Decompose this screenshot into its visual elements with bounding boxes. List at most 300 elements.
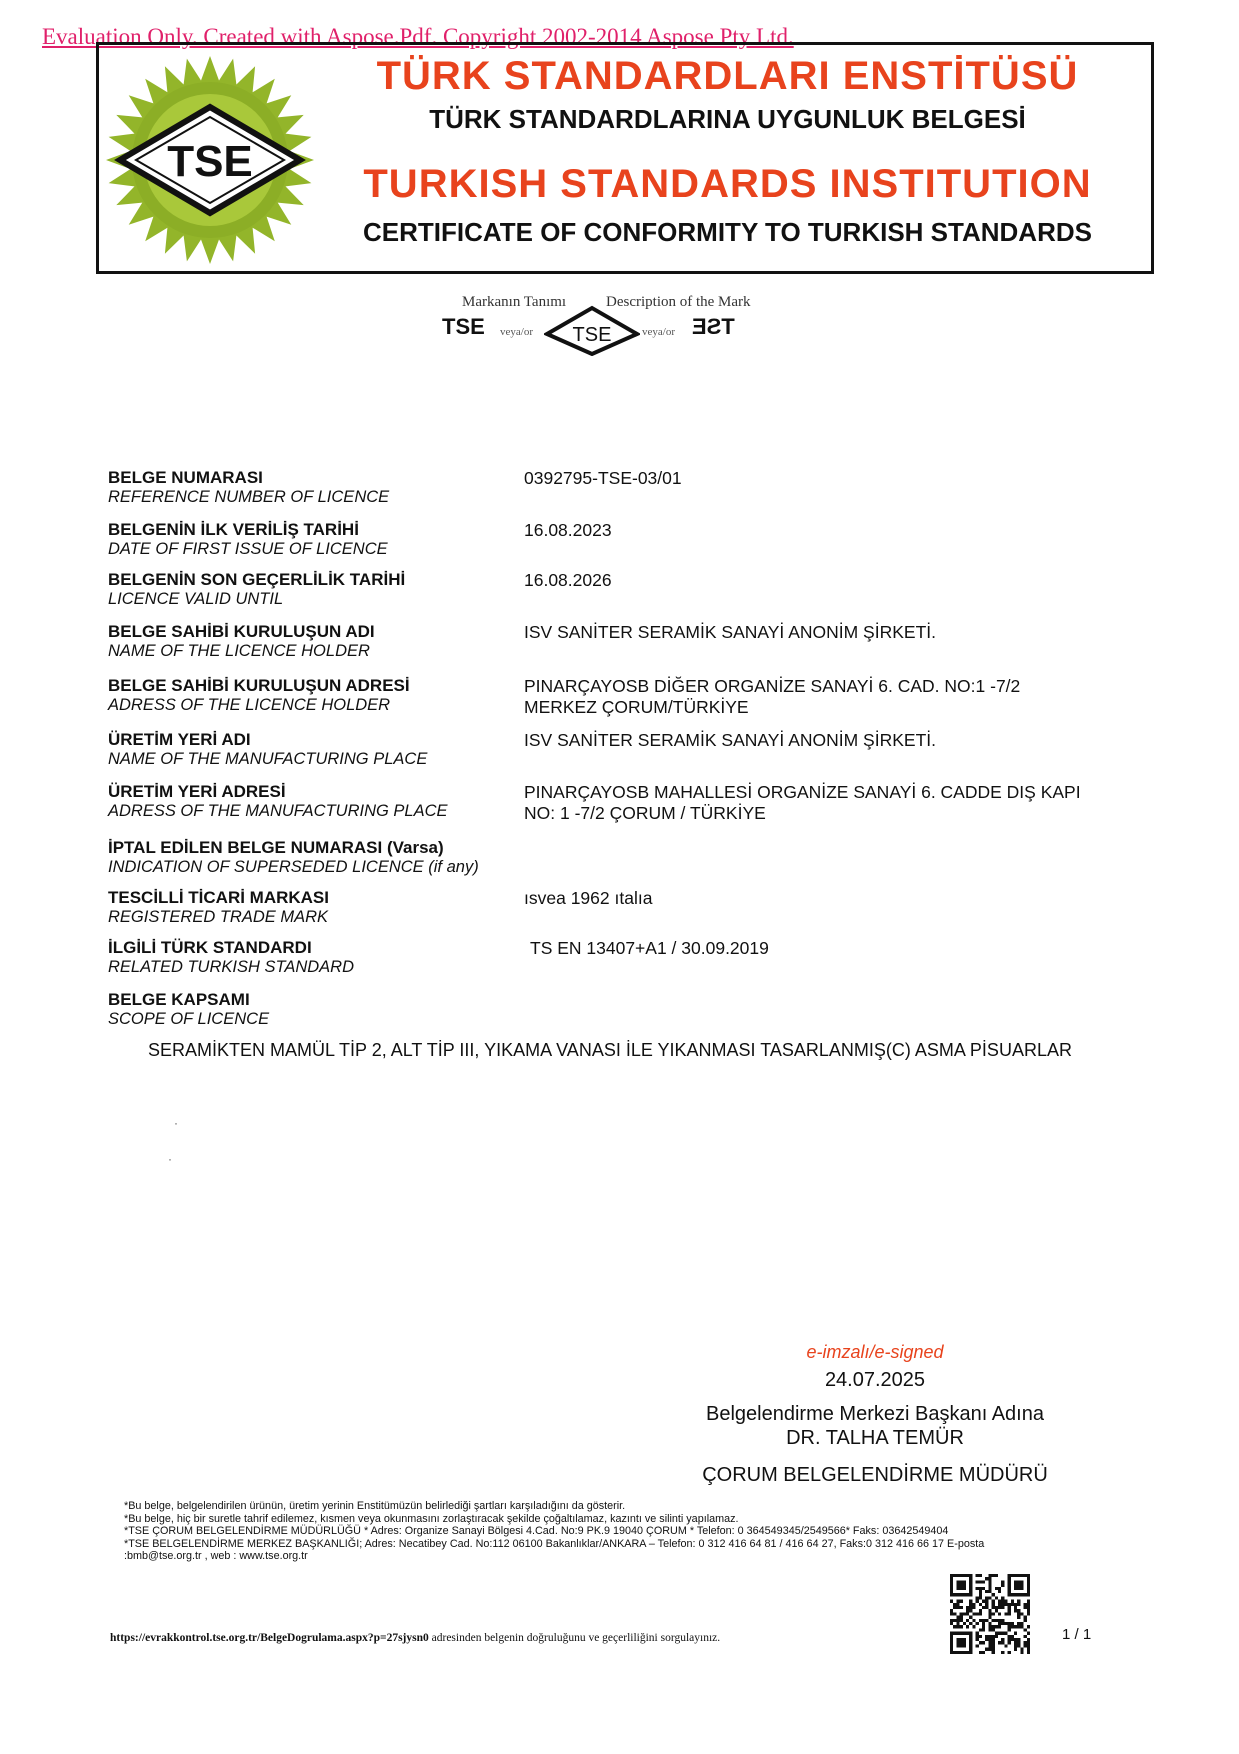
qr-cell bbox=[1027, 1600, 1030, 1603]
qr-cell bbox=[985, 1648, 988, 1651]
qr-cell bbox=[992, 1635, 995, 1638]
verification-url[interactable]: https://evrakkontrol.tse.org.tr/BelgeDogrulama.aspx?p=27sjysn0 bbox=[110, 1632, 429, 1644]
qr-cell bbox=[998, 1603, 1001, 1606]
qr-cell bbox=[988, 1584, 991, 1587]
qr-cell bbox=[1008, 1622, 1011, 1625]
field-label-tr: BELGE SAHİBİ KURULUŞUN ADI bbox=[108, 622, 375, 641]
field-manufacturing-place-name bbox=[108, 730, 1168, 769]
qr-cell bbox=[969, 1644, 972, 1647]
qr-cell bbox=[1008, 1625, 1011, 1628]
qr-cell bbox=[969, 1590, 972, 1593]
qr-cell bbox=[995, 1635, 998, 1638]
qr-cell bbox=[1014, 1625, 1017, 1628]
qr-cell bbox=[1027, 1574, 1030, 1577]
qr-cell bbox=[950, 1619, 953, 1622]
qr-cell bbox=[982, 1622, 985, 1625]
qr-cell bbox=[979, 1635, 982, 1638]
qr-code-icon bbox=[950, 1574, 1030, 1654]
footer-note: *TSE ÇORUM BELGELENDİRME MÜDÜRLÜĞÜ * Adres: Organize Sanayi Bölgesi 4.Cad. No:9 PK.9 19040 ÇORUM * Telefon: 0 364549345/2549566* Faks: 03642549404 bbox=[124, 1525, 949, 1537]
qr-cell bbox=[1008, 1593, 1011, 1596]
field-label-en: INDICATION OF SUPERSEDED LICENCE (if any) bbox=[108, 858, 479, 876]
qr-cell bbox=[950, 1590, 953, 1593]
qr-cell bbox=[1024, 1644, 1027, 1647]
qr-cell bbox=[985, 1596, 988, 1599]
qr-cell bbox=[963, 1612, 966, 1615]
field-label-tr: BELGENİN İLK VERİLİŞ TARİHİ bbox=[108, 520, 359, 539]
qr-cell bbox=[979, 1612, 982, 1615]
qr-cell bbox=[969, 1641, 972, 1644]
qr-cell bbox=[1001, 1641, 1004, 1644]
qr-cell bbox=[966, 1632, 969, 1635]
qr-cell bbox=[953, 1606, 956, 1609]
footer-notes bbox=[124, 1500, 1134, 1563]
qr-cell bbox=[998, 1622, 1001, 1625]
qr-cell bbox=[956, 1580, 959, 1583]
qr-cell bbox=[1027, 1587, 1030, 1590]
qr-cell bbox=[1024, 1619, 1027, 1622]
qr-cell bbox=[956, 1606, 959, 1609]
qr-cell bbox=[950, 1587, 953, 1590]
qr-cell bbox=[1020, 1651, 1023, 1654]
qr-cell bbox=[956, 1593, 959, 1596]
qr-cell bbox=[1027, 1606, 1030, 1609]
field-value-line: NO: 1 -7/2 ÇORUM / TÜRKİYE bbox=[524, 803, 766, 823]
qr-cell bbox=[950, 1638, 953, 1641]
field-value-line: MERKEZ ÇORUM/TÜRKİYE bbox=[524, 697, 749, 717]
qr-cell bbox=[988, 1638, 991, 1641]
signatory-title: ÇORUM BELGELENDİRME MÜDÜRÜ bbox=[702, 1464, 1048, 1486]
qr-cell bbox=[988, 1609, 991, 1612]
qr-cell bbox=[979, 1593, 982, 1596]
field-value: 0392795-TSE-03/01 bbox=[524, 468, 682, 488]
qr-cell bbox=[1008, 1603, 1011, 1606]
qr-cell bbox=[982, 1619, 985, 1622]
field-label-tr: ÜRETİM YERİ ADRESİ bbox=[108, 782, 286, 801]
qr-cell bbox=[1017, 1609, 1020, 1612]
qr-cell bbox=[950, 1651, 953, 1654]
qr-cell bbox=[976, 1600, 979, 1603]
qr-cell bbox=[1004, 1603, 1007, 1606]
qr-cell bbox=[1001, 1632, 1004, 1635]
qr-cell bbox=[1001, 1603, 1004, 1606]
qr-cell bbox=[950, 1580, 953, 1583]
field-value-line: PINARÇAYOSB DİĞER ORGANİZE SANAYİ 6. CAD. NO:1 -7/2 bbox=[524, 676, 1021, 696]
mark-mirror-text: TSE bbox=[692, 314, 735, 339]
qr-cell bbox=[982, 1625, 985, 1628]
qr-cell bbox=[976, 1638, 979, 1641]
qr-cell bbox=[998, 1641, 1001, 1644]
qr-cell bbox=[1008, 1577, 1011, 1580]
field-label-en: LICENCE VALID UNTIL bbox=[108, 590, 284, 608]
qr-cell bbox=[972, 1603, 975, 1606]
qr-cell bbox=[995, 1619, 998, 1622]
qr-cell bbox=[1008, 1635, 1011, 1638]
qr-cell bbox=[982, 1606, 985, 1609]
qr-cell bbox=[1014, 1574, 1017, 1577]
qr-cell bbox=[988, 1641, 991, 1644]
qr-cell bbox=[1017, 1612, 1020, 1615]
qr-cell bbox=[1017, 1603, 1020, 1606]
qr-cell bbox=[956, 1632, 959, 1635]
qr-cell bbox=[988, 1590, 991, 1593]
qr-cell bbox=[950, 1612, 953, 1615]
qr-cell bbox=[1017, 1587, 1020, 1590]
qr-cell bbox=[1008, 1628, 1011, 1631]
qr-cell bbox=[992, 1593, 995, 1596]
title-english: TURKISH STANDARDS INSTITUTION bbox=[363, 162, 1092, 206]
qr-cell bbox=[985, 1590, 988, 1593]
field-value: 16.08.2023 bbox=[524, 520, 612, 540]
qr-cell bbox=[976, 1574, 979, 1577]
qr-cell bbox=[1001, 1600, 1004, 1603]
qr-cell bbox=[956, 1600, 959, 1603]
qr-cell bbox=[998, 1625, 1001, 1628]
qr-cell bbox=[1020, 1574, 1023, 1577]
qr-cell bbox=[985, 1635, 988, 1638]
evaluation-watermark: Evaluation Only. Created with Aspose.Pdf. Copyright 2002-2014 Aspose Pty Ltd. bbox=[42, 24, 794, 49]
qr-cell bbox=[988, 1574, 991, 1577]
qr-cell bbox=[953, 1625, 956, 1628]
qr-cell bbox=[992, 1603, 995, 1606]
qr-cell bbox=[1004, 1644, 1007, 1647]
qr-cell bbox=[1001, 1622, 1004, 1625]
qr-cell bbox=[963, 1638, 966, 1641]
field-registered-trade-mark bbox=[108, 888, 1168, 927]
qr-cell bbox=[956, 1619, 959, 1622]
qr-cell bbox=[1027, 1577, 1030, 1580]
qr-cell bbox=[969, 1609, 972, 1612]
footer-note: *TSE BELGELENDİRME MERKEZ BAŞKANLIĞI; Adres: Necatibey Cad. No:112 06100 Bakanlıklar/ANKARA – Telefon: 0 312 416 64 81 / 416 64 27, Faks:0 312 416 66 17 E-posta bbox=[124, 1537, 985, 1550]
qr-cell bbox=[988, 1612, 991, 1615]
qr-cell bbox=[1024, 1603, 1027, 1606]
qr-cell bbox=[956, 1622, 959, 1625]
mark-description bbox=[430, 290, 810, 370]
field-label-tr: İPTAL EDİLEN BELGE NUMARASI (Varsa) bbox=[108, 838, 444, 857]
qr-cell bbox=[1027, 1648, 1030, 1651]
qr-cell bbox=[1024, 1616, 1027, 1619]
qr-cell bbox=[1001, 1584, 1004, 1587]
qr-cell bbox=[1014, 1593, 1017, 1596]
qr-cell bbox=[1004, 1632, 1007, 1635]
qr-cell bbox=[969, 1584, 972, 1587]
qr-cell bbox=[979, 1628, 982, 1631]
qr-cell bbox=[1008, 1651, 1011, 1654]
field-label-en: RELATED TURKISH STANDARD bbox=[108, 958, 355, 976]
qr-cell bbox=[982, 1641, 985, 1644]
qr-cell bbox=[1024, 1574, 1027, 1577]
qr-cell bbox=[960, 1600, 963, 1603]
qr-cell bbox=[982, 1587, 985, 1590]
field-value: TS EN 13407+A1 / 30.09.2019 bbox=[530, 938, 769, 958]
qr-cell bbox=[1008, 1574, 1011, 1577]
qr-cell bbox=[982, 1600, 985, 1603]
qr-cell bbox=[982, 1628, 985, 1631]
qr-cell bbox=[969, 1648, 972, 1651]
field-label-tr: İLGİLİ TÜRK STANDARDI bbox=[108, 938, 312, 957]
qr-cell bbox=[1014, 1644, 1017, 1647]
qr-cell bbox=[1014, 1609, 1017, 1612]
field-first-issue-date bbox=[108, 520, 1168, 559]
qr-cell bbox=[998, 1606, 1001, 1609]
qr-cell bbox=[992, 1641, 995, 1644]
qr-cell bbox=[1027, 1584, 1030, 1587]
qr-cell bbox=[1024, 1606, 1027, 1609]
qr-cell bbox=[988, 1616, 991, 1619]
qr-cell bbox=[992, 1606, 995, 1609]
qr-cell bbox=[963, 1622, 966, 1625]
qr-cell bbox=[969, 1638, 972, 1641]
seal-logo-text: TSE bbox=[167, 137, 253, 186]
qr-cell bbox=[995, 1606, 998, 1609]
qr-cell bbox=[976, 1580, 979, 1583]
qr-cell bbox=[969, 1587, 972, 1590]
qr-cell bbox=[1017, 1600, 1020, 1603]
qr-cell bbox=[1027, 1593, 1030, 1596]
qr-cell bbox=[956, 1644, 959, 1647]
qr-cell bbox=[966, 1625, 969, 1628]
qr-cell bbox=[1008, 1606, 1011, 1609]
field-label-tr: BELGE SAHİBİ KURULUŞUN ADRESİ bbox=[108, 676, 410, 695]
qr-cell bbox=[992, 1574, 995, 1577]
qr-cell bbox=[966, 1609, 969, 1612]
qr-cell bbox=[969, 1577, 972, 1580]
signature-date: 24.07.2025 bbox=[824, 1369, 926, 1391]
qr-cell bbox=[972, 1625, 975, 1628]
qr-cell bbox=[950, 1635, 953, 1638]
qr-cell bbox=[1020, 1584, 1023, 1587]
qr-cell bbox=[950, 1632, 953, 1635]
qr-cell bbox=[956, 1651, 959, 1654]
field-value: 16.08.2026 bbox=[524, 570, 612, 590]
qr-cell bbox=[1017, 1574, 1020, 1577]
qr-cell bbox=[969, 1603, 972, 1606]
field-label-en: SCOPE OF LICENCE bbox=[108, 1010, 270, 1028]
qr-cell bbox=[1027, 1580, 1030, 1583]
qr-cell bbox=[979, 1603, 982, 1606]
qr-cell bbox=[1017, 1622, 1020, 1625]
qr-cell bbox=[953, 1612, 956, 1615]
qr-cell bbox=[960, 1587, 963, 1590]
qr-cell bbox=[963, 1593, 966, 1596]
qr-cell bbox=[985, 1577, 988, 1580]
qr-cell bbox=[988, 1648, 991, 1651]
qr-cell bbox=[960, 1625, 963, 1628]
qr-cell bbox=[960, 1651, 963, 1654]
qr-cell bbox=[1011, 1600, 1014, 1603]
field-value bbox=[524, 676, 1020, 718]
qr-cell bbox=[1014, 1587, 1017, 1590]
qr-cell bbox=[992, 1628, 995, 1631]
qr-cell bbox=[1017, 1625, 1020, 1628]
qr-cell bbox=[1027, 1609, 1030, 1612]
qr-cell bbox=[1014, 1606, 1017, 1609]
qr-cell bbox=[976, 1635, 979, 1638]
title-turkish: TÜRK STANDARDLARI ENSTİTÜSÜ bbox=[376, 54, 1079, 98]
e-signed-label: e-imzalı/e-signed bbox=[806, 1342, 944, 1362]
qr-cell bbox=[963, 1584, 966, 1587]
qr-cell bbox=[1017, 1580, 1020, 1583]
qr-cell bbox=[1008, 1590, 1011, 1593]
qr-cell bbox=[960, 1641, 963, 1644]
qr-cell bbox=[963, 1651, 966, 1654]
qr-cell bbox=[950, 1641, 953, 1644]
qr-cell bbox=[995, 1609, 998, 1612]
qr-cell bbox=[988, 1596, 991, 1599]
qr-cell bbox=[950, 1609, 953, 1612]
qr-cell bbox=[992, 1638, 995, 1641]
qr-cell bbox=[1014, 1638, 1017, 1641]
qr-cell bbox=[988, 1625, 991, 1628]
verification-line bbox=[110, 1632, 720, 1644]
qr-cell bbox=[979, 1590, 982, 1593]
qr-cell bbox=[1011, 1593, 1014, 1596]
qr-cell bbox=[963, 1644, 966, 1647]
qr-cell bbox=[950, 1622, 953, 1625]
signatory-name: DR. TALHA TEMÜR bbox=[786, 1427, 964, 1449]
qr-cell bbox=[1024, 1635, 1027, 1638]
field-label-tr: TESCİLLİ TİCARİ MARKASI bbox=[108, 888, 329, 907]
qr-cell bbox=[1008, 1638, 1011, 1641]
qr-cell bbox=[956, 1603, 959, 1606]
qr-cell bbox=[1017, 1641, 1020, 1644]
qr-cell bbox=[960, 1574, 963, 1577]
mark-text: TSE bbox=[442, 314, 485, 339]
qr-cell bbox=[1001, 1638, 1004, 1641]
qr-cell bbox=[992, 1644, 995, 1647]
qr-cell bbox=[960, 1632, 963, 1635]
qr-cell bbox=[1027, 1641, 1030, 1644]
qr-cell bbox=[1017, 1638, 1020, 1641]
qr-cell bbox=[998, 1587, 1001, 1590]
field-value-line: PINARÇAYOSB MAHALLESİ ORGANİZE SANAYİ 6. CADDE DIŞ KAPI bbox=[524, 782, 1081, 802]
qr-cell bbox=[979, 1596, 982, 1599]
qr-cell bbox=[985, 1603, 988, 1606]
qr-cell bbox=[992, 1600, 995, 1603]
qr-cell bbox=[956, 1616, 959, 1619]
qr-cell bbox=[960, 1638, 963, 1641]
field-label-en: ADRESS OF THE LICENCE HOLDER bbox=[108, 696, 391, 714]
verification-text: adresinden belgenin doğruluğunu ve geçerliliğini sorgulayınız. bbox=[428, 1632, 721, 1644]
field-reference-number bbox=[108, 468, 1168, 507]
qr-cell bbox=[998, 1590, 1001, 1593]
qr-cell bbox=[963, 1632, 966, 1635]
qr-cell bbox=[966, 1612, 969, 1615]
scope-text: SERAMİKTEN MAMÜL TİP 2, ALT TİP III, YIKAMA VANASI İLE YIKANMASI TASARLANMIŞ(C) ASMA PİSUARLAR bbox=[148, 1040, 1072, 1060]
qr-cell bbox=[1014, 1632, 1017, 1635]
qr-cell bbox=[950, 1593, 953, 1596]
qr-cell bbox=[950, 1648, 953, 1651]
field-label-en: REGISTERED TRADE MARK bbox=[108, 908, 329, 926]
qr-cell bbox=[963, 1580, 966, 1583]
scan-speck: · bbox=[174, 1116, 178, 1130]
qr-cell bbox=[995, 1596, 998, 1599]
qr-cell bbox=[998, 1612, 1001, 1615]
qr-cell bbox=[972, 1612, 975, 1615]
field-superseded-licence bbox=[108, 838, 1168, 877]
qr-cell bbox=[992, 1648, 995, 1651]
qr-cell bbox=[972, 1619, 975, 1622]
qr-cell bbox=[1001, 1651, 1004, 1654]
qr-cell bbox=[969, 1622, 972, 1625]
field-label-en: ADRESS OF THE MANUFACTURING PLACE bbox=[108, 802, 448, 820]
qr-cell bbox=[966, 1574, 969, 1577]
qr-cell bbox=[956, 1638, 959, 1641]
qr-cell bbox=[988, 1580, 991, 1583]
qr-cell bbox=[976, 1596, 979, 1599]
field-valid-until bbox=[108, 570, 1168, 609]
field-label-en: DATE OF FIRST ISSUE OF LICENCE bbox=[108, 540, 388, 558]
qr-cell bbox=[953, 1593, 956, 1596]
qr-cell bbox=[969, 1606, 972, 1609]
qr-cell bbox=[1027, 1638, 1030, 1641]
qr-cell bbox=[969, 1580, 972, 1583]
qr-cell bbox=[1004, 1600, 1007, 1603]
qr-cell bbox=[1014, 1603, 1017, 1606]
qr-cell bbox=[956, 1587, 959, 1590]
field-label-tr: BELGE NUMARASI bbox=[108, 468, 263, 487]
qr-cell bbox=[1027, 1612, 1030, 1615]
footer-note: *Bu belge, hiç bir suretle tahrif edilemez, kısmen veya okunmasını zorlaştıracak şekilde çoğaltılamaz, kazıntı ve silinti yapılamaz. bbox=[124, 1512, 739, 1525]
qr-cell bbox=[1011, 1638, 1014, 1641]
qr-cell bbox=[1024, 1593, 1027, 1596]
qr-cell bbox=[1014, 1580, 1017, 1583]
qr-cell bbox=[960, 1616, 963, 1619]
qr-cell bbox=[1008, 1584, 1011, 1587]
qr-cell bbox=[963, 1587, 966, 1590]
qr-cell bbox=[950, 1600, 953, 1603]
qr-cell bbox=[969, 1651, 972, 1654]
tse-seal-logo bbox=[100, 55, 320, 265]
qr-cell bbox=[979, 1641, 982, 1644]
qr-cell bbox=[1020, 1587, 1023, 1590]
qr-cell bbox=[1020, 1625, 1023, 1628]
qr-cell bbox=[995, 1587, 998, 1590]
qr-cell bbox=[998, 1600, 1001, 1603]
qr-cell bbox=[950, 1574, 953, 1577]
field-label-en: NAME OF THE LICENCE HOLDER bbox=[108, 642, 370, 660]
qr-cell bbox=[992, 1612, 995, 1615]
qr-cell bbox=[979, 1587, 982, 1590]
qr-cell bbox=[1011, 1622, 1014, 1625]
qr-cell bbox=[992, 1651, 995, 1654]
qr-cell bbox=[1011, 1574, 1014, 1577]
qr-cell bbox=[1008, 1609, 1011, 1612]
field-label-tr: ÜRETİM YERİ ADI bbox=[108, 730, 251, 749]
field-value: ISV SANİTER SERAMİK SANAYİ ANONİM ŞİRKETİ. bbox=[524, 622, 936, 642]
mark-or-label: veya/or bbox=[642, 326, 675, 338]
qr-cell bbox=[992, 1619, 995, 1622]
qr-cell bbox=[969, 1600, 972, 1603]
qr-cell bbox=[982, 1580, 985, 1583]
diamond-mark-text: TSE bbox=[572, 324, 612, 346]
qr-cell bbox=[966, 1651, 969, 1654]
field-scope bbox=[108, 990, 1168, 1029]
qr-cell bbox=[1008, 1641, 1011, 1644]
qr-cell bbox=[988, 1577, 991, 1580]
qr-cell bbox=[960, 1584, 963, 1587]
footer-note: *Bu belge, belgelendirilen ürünün, üretim yerinin Enstitümüzün belirlediği şartları karşıladığını da gösterir. bbox=[124, 1500, 626, 1512]
qr-cell bbox=[1011, 1603, 1014, 1606]
field-holder-name bbox=[108, 622, 1168, 661]
qr-cell bbox=[966, 1593, 969, 1596]
qr-cell bbox=[1004, 1612, 1007, 1615]
qr-cell bbox=[1024, 1628, 1027, 1631]
qr-cell bbox=[1001, 1606, 1004, 1609]
mark-label-turkish: Markanın Tanımı bbox=[462, 294, 567, 310]
qr-cell bbox=[956, 1641, 959, 1644]
qr-cell bbox=[1008, 1587, 1011, 1590]
qr-cell bbox=[995, 1625, 998, 1628]
